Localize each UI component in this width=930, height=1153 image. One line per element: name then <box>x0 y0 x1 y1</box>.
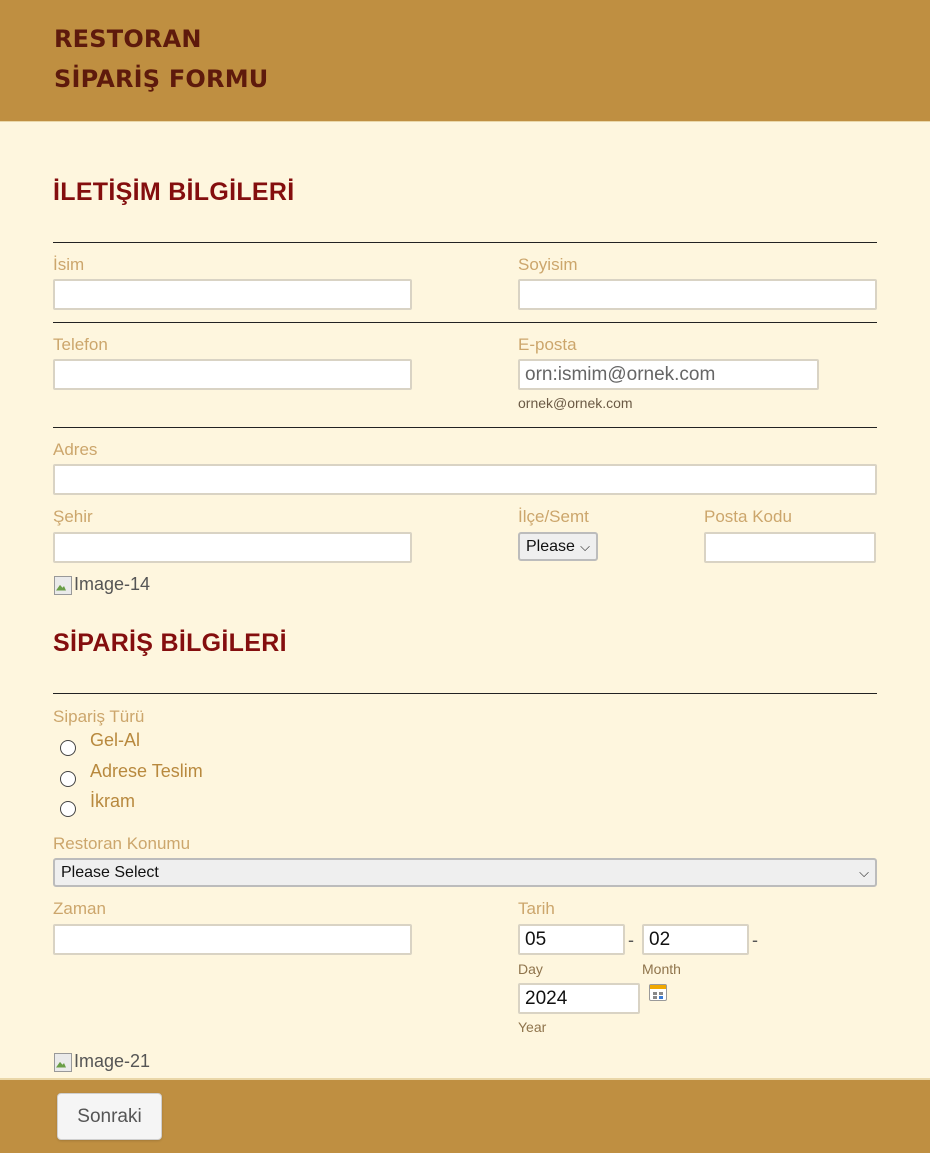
order-type-option-label[interactable]: Adrese Teslim <box>90 761 203 781</box>
divider <box>53 242 877 243</box>
address-input[interactable] <box>53 464 877 495</box>
order-type-option-label[interactable]: Gel-Al <box>90 730 141 750</box>
divider <box>53 693 877 694</box>
email-input[interactable] <box>518 359 819 390</box>
next-button[interactable]: Sonraki <box>57 1093 162 1140</box>
date-separator: - <box>628 930 634 950</box>
email-hint: ornek@ornek.com <box>518 395 633 411</box>
calendar-icon[interactable] <box>649 984 667 1001</box>
divider <box>53 322 877 323</box>
broken-image-alt: Image-21 <box>74 1051 151 1071</box>
email-label: E-posta <box>518 335 577 354</box>
order-type-option-treat[interactable] <box>60 791 135 817</box>
phone-input[interactable] <box>53 359 412 390</box>
broken-image <box>53 574 150 595</box>
postal-code-input[interactable] <box>704 532 876 563</box>
time-label: Zaman <box>53 899 106 918</box>
district-select-value: Please <box>526 537 575 555</box>
broken-image-icon <box>53 1052 73 1072</box>
day-sublabel: Day <box>518 961 543 977</box>
district-label: İlçe/Semt <box>518 507 589 526</box>
broken-image <box>53 1051 150 1072</box>
radio-button[interactable] <box>60 771 76 787</box>
month-sublabel: Month <box>642 961 681 977</box>
form-header <box>0 0 930 122</box>
order-type-option-label[interactable]: İkram <box>90 791 135 811</box>
divider <box>53 427 877 428</box>
order-type-label: Sipariş Türü <box>53 707 145 726</box>
year-sublabel: Year <box>518 1019 547 1035</box>
date-separator: - <box>752 930 758 950</box>
date-label: Tarih <box>518 899 555 918</box>
order-type-option-pickup[interactable] <box>60 730 141 756</box>
time-input[interactable] <box>53 924 412 955</box>
month-input[interactable] <box>642 924 749 955</box>
radio-button[interactable] <box>60 740 76 756</box>
first-name-label: İsim <box>53 255 85 274</box>
chevron-down-icon: ⌵ <box>859 864 869 880</box>
district-select[interactable] <box>518 532 598 561</box>
contact-section-title: İLETİŞİM BİLGİLERİ <box>53 178 295 206</box>
postal-code-label: Posta Kodu <box>704 507 792 526</box>
last-name-input[interactable] <box>518 279 877 310</box>
last-name-label: Soyisim <box>518 255 578 274</box>
form-title-line2: SİPARİŞ FORMU <box>54 65 269 93</box>
order-type-option-delivery[interactable] <box>60 761 203 787</box>
phone-label: Telefon <box>53 335 108 354</box>
chevron-down-icon: ⌵ <box>580 538 590 554</box>
day-input[interactable] <box>518 924 625 955</box>
city-label: Şehir <box>53 507 93 526</box>
broken-image-alt: Image-14 <box>74 574 151 594</box>
first-name-input[interactable] <box>53 279 412 310</box>
restaurant-location-value: Please Select <box>61 863 159 881</box>
year-input[interactable] <box>518 983 640 1014</box>
form-title-line1: RESTORAN <box>54 25 202 53</box>
restaurant-location-label: Restoran Konumu <box>53 834 191 853</box>
city-input[interactable] <box>53 532 412 563</box>
order-section-title: SİPARİŞ BİLGİLERİ <box>53 629 287 657</box>
restaurant-location-select[interactable] <box>53 858 877 887</box>
broken-image-icon <box>53 575 73 595</box>
radio-button[interactable] <box>60 801 76 817</box>
address-label: Adres <box>53 440 98 459</box>
